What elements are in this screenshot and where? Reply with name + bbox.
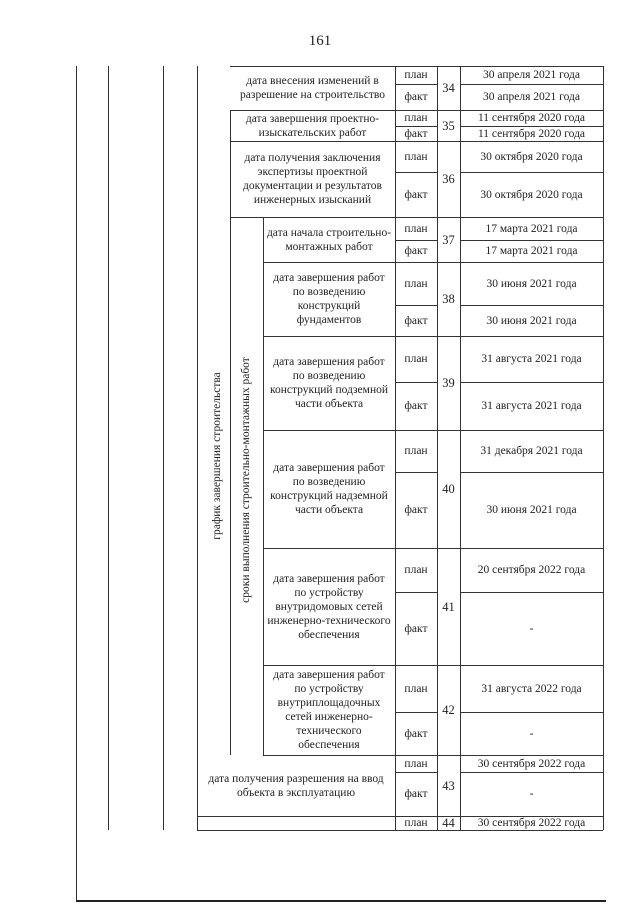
plan-date: 30 апреля 2021 года — [483, 69, 580, 81]
fact-date: 30 апреля 2021 года — [483, 91, 580, 103]
plan-date: 31 августа 2021 года — [481, 353, 582, 365]
plan-label: план — [404, 353, 428, 365]
stage-label: дата завершения работ по устройству внутриплощадочных сетей инженерно-технического обеспечения — [273, 669, 385, 751]
row-divider — [197, 830, 603, 831]
plan-label: план — [404, 817, 428, 829]
plan-label: план — [404, 222, 428, 235]
plan-label: план — [404, 564, 428, 576]
page-bottom-rule — [76, 900, 606, 902]
column-divider — [230, 110, 231, 755]
fact-label: факт — [404, 504, 428, 516]
stage-label: дата получения заключения экспертизы проектной документации и результатов инженерных изысканий — [243, 152, 382, 206]
fact-label: факт — [404, 188, 428, 201]
column-divider — [263, 217, 264, 755]
plan-date: 20 сентября 2022 года — [477, 564, 586, 576]
fact-date: 30 июня 2021 года — [486, 314, 577, 327]
stage-label: дата завершения проектно-изыскательских работ — [245, 112, 380, 139]
fact-label: факт — [404, 727, 428, 740]
fact-date: 17 марта 2021 года — [485, 245, 578, 257]
fact-label: факт — [404, 127, 428, 140]
page-number: 161 — [308, 33, 332, 49]
fact-label: факт — [404, 91, 428, 103]
plan-date: 30 июня 2021 года — [486, 277, 577, 290]
fact-date: 30 июня 2021 года — [486, 504, 577, 516]
fact-date: - — [529, 727, 534, 740]
fact-date: - — [529, 788, 534, 800]
stage-number: 37 — [442, 232, 455, 247]
stage-number: 44 — [442, 816, 455, 830]
vertical-label-construction-schedule: график завершения строительства — [211, 372, 223, 540]
stage-label: дата получения разрешения на ввод объекта в эксплуатацию — [208, 772, 384, 799]
stage-label: дата завершения работ по возведению конструкций подземной части объекта — [270, 356, 388, 410]
stage-number: 39 — [442, 376, 455, 390]
table-border-left — [76, 66, 77, 900]
plan-label: план — [404, 69, 428, 81]
column-divider — [197, 66, 198, 830]
plan-date: 11 сентября 2020 года — [477, 112, 586, 124]
fact-label: факт — [404, 622, 428, 635]
table-top-border — [230, 66, 603, 67]
plan-date: 30 сентября 2022 года — [477, 817, 586, 829]
plan-label: план — [404, 277, 428, 290]
stage-number: 36 — [442, 172, 455, 186]
plan-date: 30 сентября 2022 года — [477, 757, 586, 770]
fact-date: 31 августа 2021 года — [481, 400, 582, 412]
stage-label: дата начала строительно-монтажных работ — [266, 226, 392, 253]
plan-label: план — [404, 112, 428, 124]
stage-label: дата завершения работ по возведению конструкций фундаментов — [273, 272, 385, 326]
plan-label: план — [404, 682, 428, 695]
plan-date: 31 августа 2022 года — [481, 682, 582, 695]
stage-label: дата завершения работ по устройству внутридомовых сетей инженерно-технического обеспечения — [267, 572, 391, 641]
column-divider — [108, 66, 109, 830]
stage-number: 35 — [442, 118, 455, 133]
plan-label: план — [404, 445, 428, 457]
column-divider — [163, 66, 164, 830]
stage-number: 38 — [442, 292, 455, 306]
plan-label: план — [404, 150, 428, 163]
fact-label: факт — [404, 788, 428, 800]
stage-number: 41 — [442, 599, 455, 614]
stage-number: 42 — [442, 703, 455, 717]
fact-date: 11 сентября 2020 года — [477, 127, 586, 140]
plan-date: 30 октября 2020 года — [480, 150, 583, 163]
stage-number: 43 — [442, 778, 455, 793]
plan-date: 31 декабря 2021 года — [480, 445, 583, 457]
stage-label: дата завершения работ по возведению конструкций надземной части объекта — [270, 462, 388, 516]
stage-label: дата внесения изменений в разрешение на строительство — [240, 75, 385, 101]
stage-number: 34 — [442, 81, 455, 95]
table-border-right — [603, 66, 604, 830]
fact-date: - — [529, 622, 534, 635]
plan-label: план — [404, 757, 428, 770]
vertical-label-construction-works-terms: сроки выполнения строительно-монтажных работ — [240, 357, 252, 603]
fact-label: факт — [404, 314, 428, 327]
stage-number: 40 — [442, 482, 455, 496]
fact-label: факт — [404, 400, 428, 412]
fact-date: 30 октября 2020 года — [480, 188, 583, 201]
fact-label: факт — [404, 245, 428, 257]
plan-date: 17 марта 2021 года — [485, 222, 578, 235]
